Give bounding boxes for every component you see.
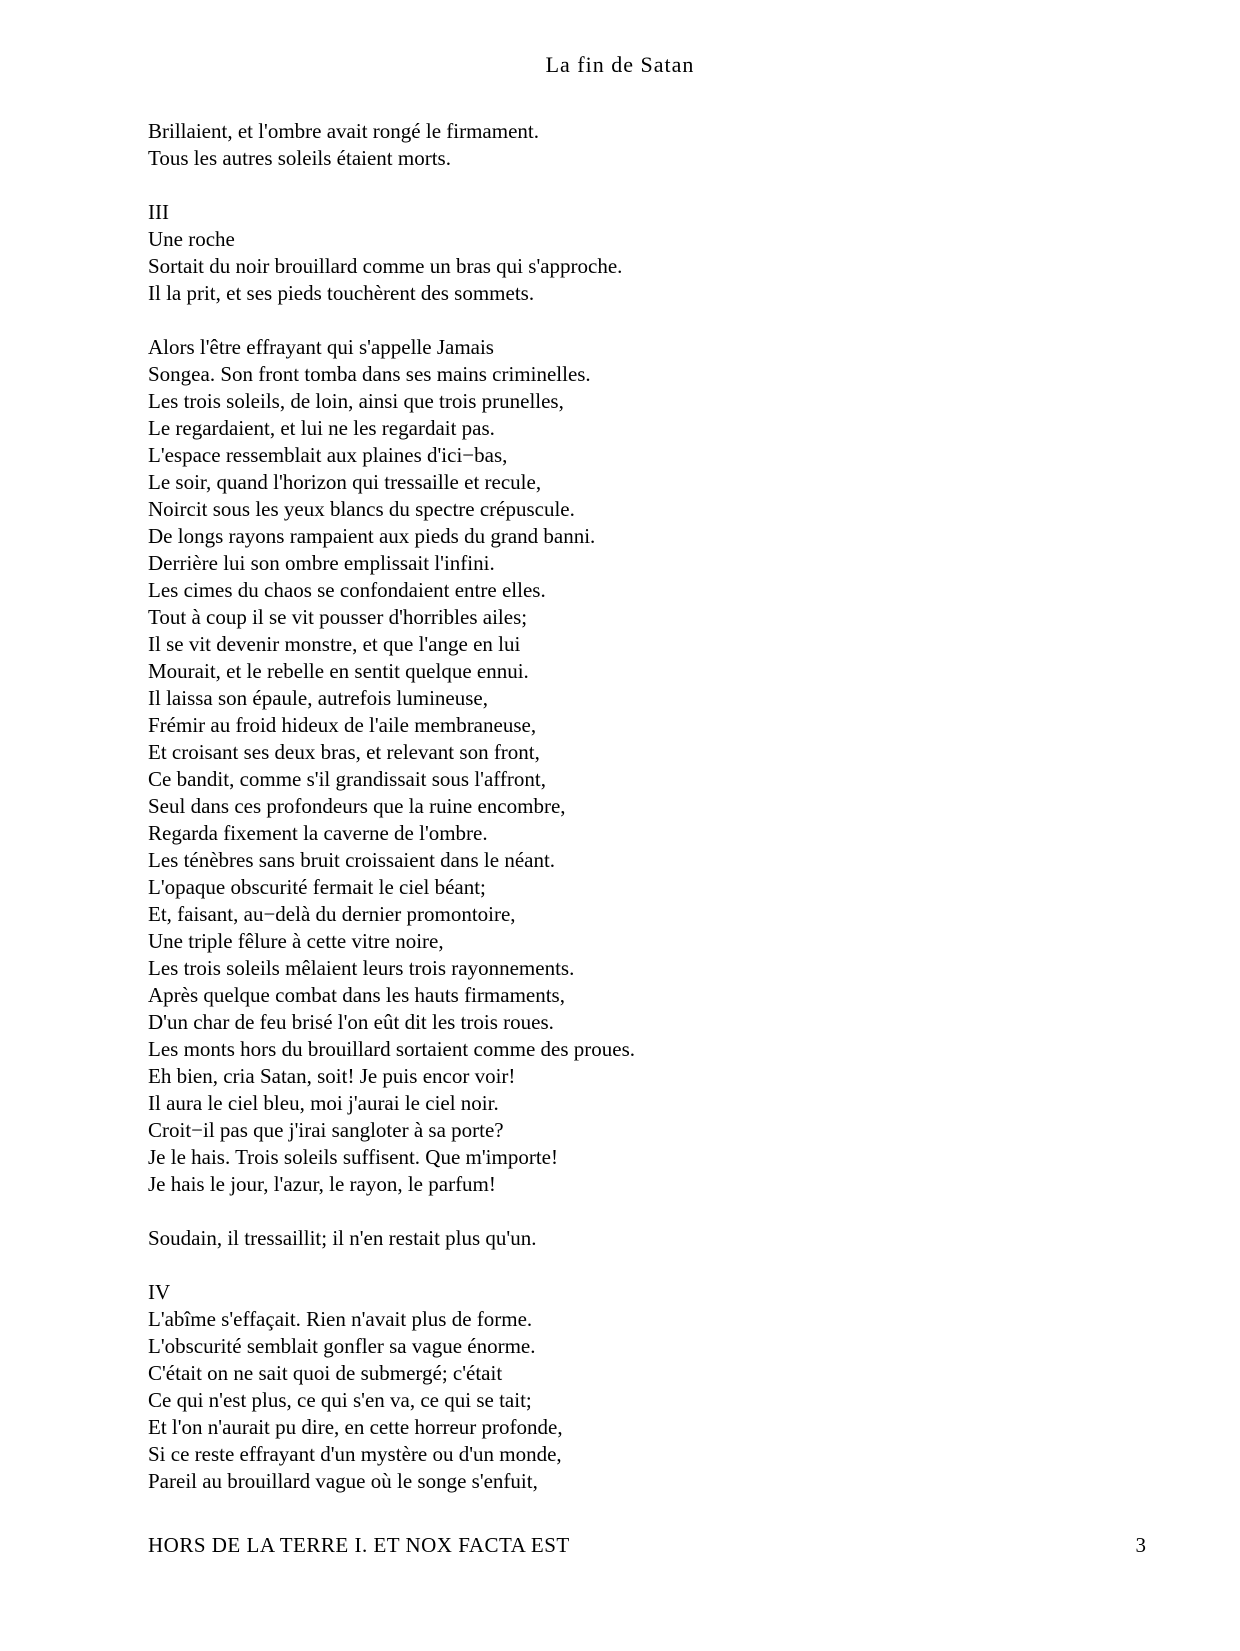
poem-line: L'espace ressemblait aux plaines d'ici−bas, bbox=[148, 443, 508, 467]
poem-line: Une roche bbox=[148, 227, 235, 251]
poem-line: Les monts hors du brouillard sortaient comme des proues. bbox=[148, 1037, 635, 1061]
poem-line: Eh bien, cria Satan, soit! Je puis encor voir! bbox=[148, 1064, 516, 1088]
poem-line: III bbox=[148, 200, 169, 224]
poem-line: Soudain, il tressaillit; il n'en restait plus qu'un. bbox=[148, 1226, 537, 1250]
page-header bbox=[0, 50, 1240, 80]
poem-line: Il la prit, et ses pieds touchèrent des sommets. bbox=[148, 281, 535, 305]
poem-line: Alors l'être effrayant qui s'appelle Jamais bbox=[148, 335, 494, 359]
poem-line: Tout à coup il se vit pousser d'horribles ailes; bbox=[148, 605, 528, 629]
poem-line: Ce qui n'est plus, ce qui s'en va, ce qui se tait; bbox=[148, 1388, 532, 1412]
poem-line: Il laissa son épaule, autrefois lumineuse, bbox=[148, 686, 488, 710]
footer-section-title: HORS DE LA TERRE I. ET NOX FACTA EST bbox=[148, 1533, 570, 1557]
poem-line: Après quelque combat dans les hauts firmaments, bbox=[148, 983, 565, 1007]
poem-line: Noircit sous les yeux blancs du spectre crépuscule. bbox=[148, 497, 575, 521]
poem-line: Je le hais. Trois soleils suffisent. Que m'importe! bbox=[148, 1145, 558, 1169]
poem-line: Ce bandit, comme s'il grandissait sous l'affront, bbox=[148, 767, 546, 791]
poem-line: Et croisant ses deux bras, et relevant son front, bbox=[148, 740, 540, 764]
poem-line: Les trois soleils, de loin, ainsi que trois prunelles, bbox=[148, 389, 564, 413]
poem-line: Derrière lui son ombre emplissait l'infini. bbox=[148, 551, 495, 575]
poem-line: Seul dans ces profondeurs que la ruine encombre, bbox=[148, 794, 566, 818]
poem-line: Je hais le jour, l'azur, le rayon, le parfum! bbox=[148, 1172, 496, 1196]
poem-line: Regarda fixement la caverne de l'ombre. bbox=[148, 821, 488, 845]
poem-line: Croit−il pas que j'irai sangloter à sa porte? bbox=[148, 1118, 504, 1142]
poem-line: C'était on ne sait quoi de submergé; c'était bbox=[148, 1361, 503, 1385]
stanza bbox=[148, 1279, 1108, 1495]
stanza bbox=[148, 118, 1108, 172]
stanza bbox=[148, 1225, 1108, 1252]
poem-line: Les cimes du chaos se confondaient entre elles. bbox=[148, 578, 546, 602]
poem-line: Et, faisant, au−delà du dernier promontoire, bbox=[148, 902, 516, 926]
poem-line: Et l'on n'aurait pu dire, en cette horreur profonde, bbox=[148, 1415, 563, 1439]
poem-line: Pareil au brouillard vague où le songe s'enfuit, bbox=[148, 1469, 538, 1493]
poem-line: De longs rayons rampaient aux pieds du grand banni. bbox=[148, 524, 596, 548]
poem-line: IV bbox=[148, 1280, 171, 1304]
poem-line: Frémir au froid hideux de l'aile membraneuse, bbox=[148, 713, 537, 737]
poem-line: Une triple fêlure à cette vitre noire, bbox=[148, 929, 444, 953]
poem-line: L'obscurité semblait gonfler sa vague énorme. bbox=[148, 1334, 536, 1358]
poem-line: Il se vit devenir monstre, et que l'ange en lui bbox=[148, 632, 521, 656]
poem-line: L'opaque obscurité fermait le ciel béant; bbox=[148, 875, 486, 899]
poem-line: L'abîme s'effaçait. Rien n'avait plus de forme. bbox=[148, 1307, 533, 1331]
poem-line: Les ténèbres sans bruit croissaient dans le néant. bbox=[148, 848, 556, 872]
poem-line: Si ce reste effrayant d'un mystère ou d'un monde, bbox=[148, 1442, 562, 1466]
poem-line: Tous les autres soleils étaient morts. bbox=[148, 146, 451, 170]
page-number: 3 bbox=[1135, 1533, 1146, 1557]
poem-line: Sortait du noir brouillard comme un bras qui s'approche. bbox=[148, 254, 623, 278]
stanza bbox=[148, 199, 1108, 307]
poem-line: Songea. Son front tomba dans ses mains criminelles. bbox=[148, 362, 591, 386]
poem-body bbox=[148, 118, 1108, 1522]
poem-line: Mourait, et le rebelle en sentit quelque ennui. bbox=[148, 659, 529, 683]
page-title: La fin de Satan bbox=[545, 52, 695, 77]
poem-line: Brillaient, et l'ombre avait rongé le firmament. bbox=[148, 119, 539, 143]
stanza bbox=[148, 334, 1108, 1198]
poem-line: Le regardaient, et lui ne les regardait pas. bbox=[148, 416, 495, 440]
poem-line: Le soir, quand l'horizon qui tressaille et recule, bbox=[148, 470, 542, 494]
poem-line: Il aura le ciel bleu, moi j'aurai le ciel noir. bbox=[148, 1091, 499, 1115]
poem-line: Les trois soleils mêlaient leurs trois rayonnements. bbox=[148, 956, 575, 980]
poem-line: D'un char de feu brisé l'on eût dit les trois roues. bbox=[148, 1010, 554, 1034]
